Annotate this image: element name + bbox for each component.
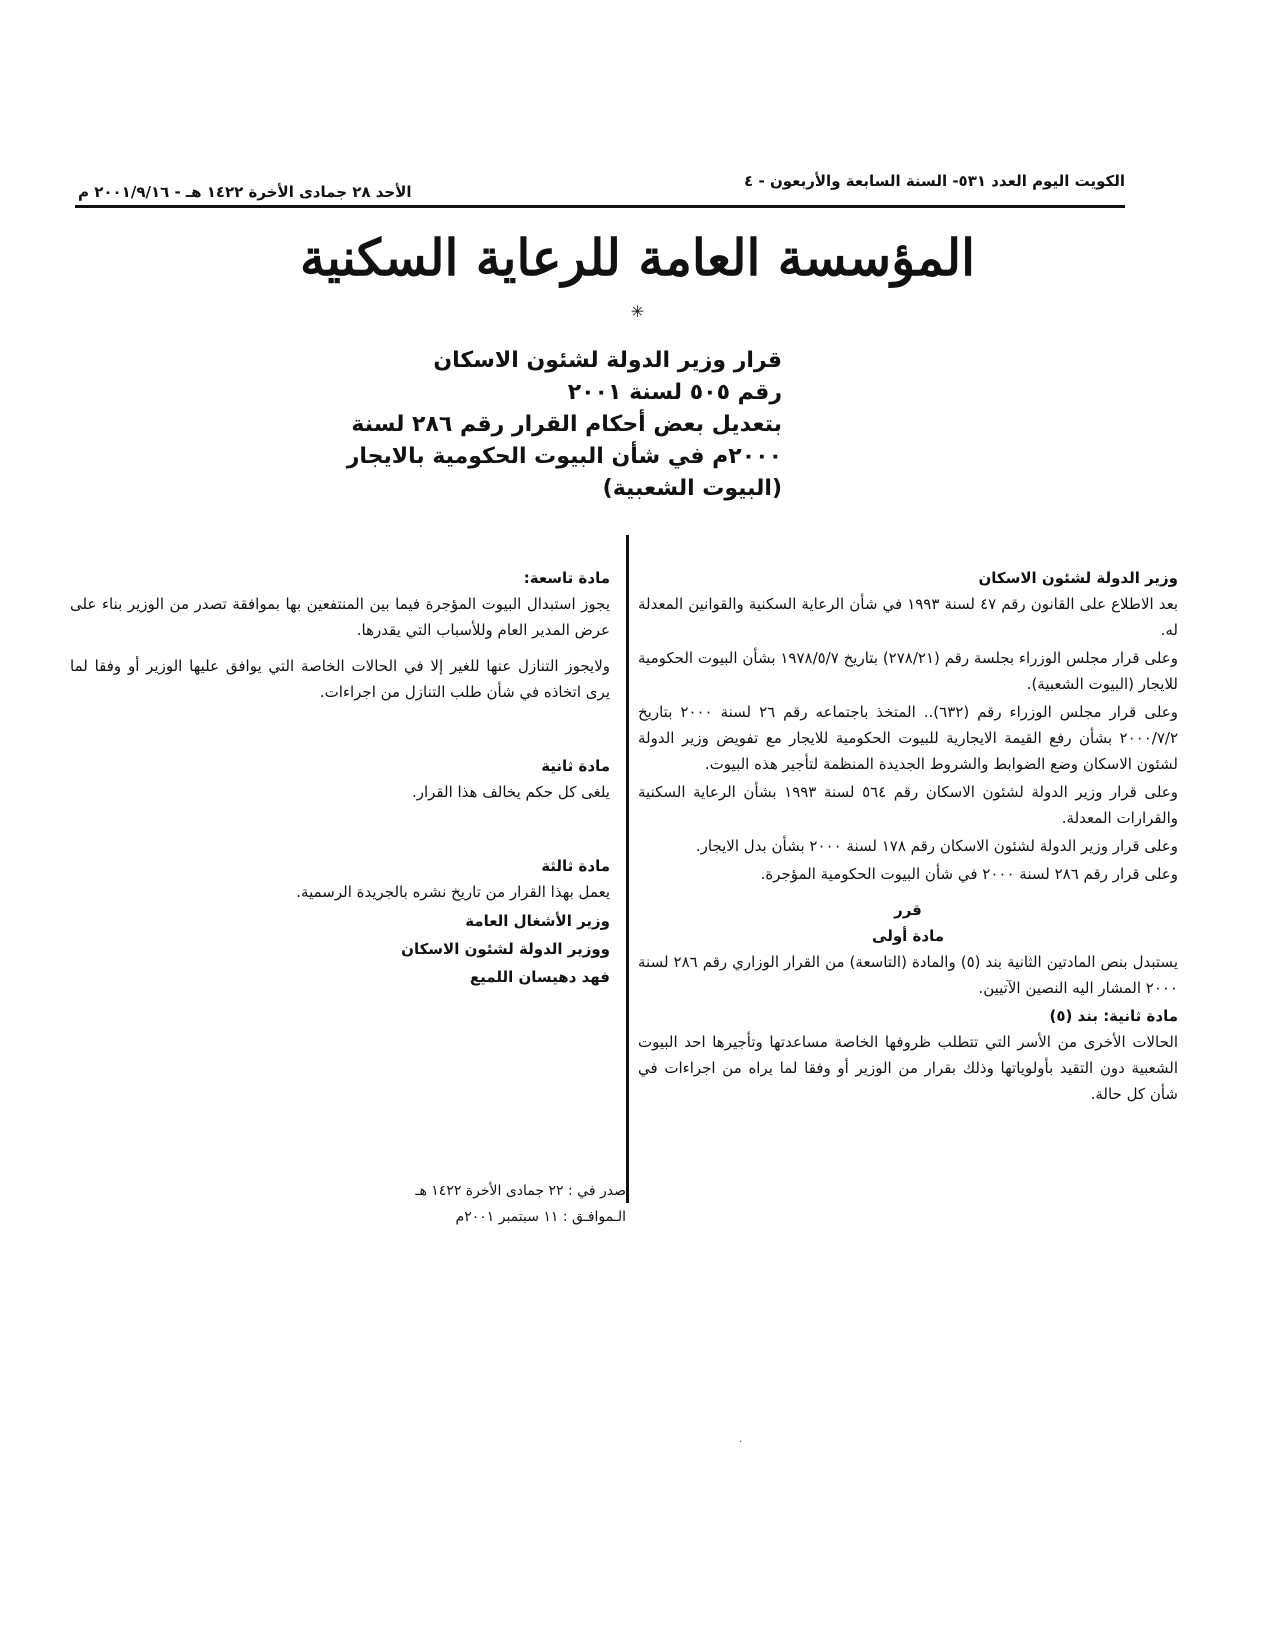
issue-date-hijri: صدر في : ٢٢ جمادى الأخرة ١٤٢٢ هـ [415, 1183, 626, 1199]
preamble-paragraph: وعلى قرار مجلس الوزراء رقم (٦٣٢).. المتخذ باجتماعه رقم ٢٦ لسنة ٢٠٠٠ بتاريخ ٢٠٠٠/٧/٢ بشأن رفع القيمة الايجارية للبيوت الحكومية للايجار مع تفويض وزير الدولة لشئون الاسكان وضع الضوابط والشروط الجديدة المنظمة لتأجير هذه البيوت. [638, 703, 1178, 773]
signatory-name: فهد دهيسان اللميع [469, 968, 610, 986]
article-two-item-text: الحالات الأخرى من الأسر التي تتطلب ظروفها الخاصة مساعدتها وتأجيرها احد البيوت الشعبية دون التقيد بأولوياتها وذلك بقرار من الوزير أو وفقا لما يراه من اجراءات في شأن كل حالة. [638, 1033, 1178, 1103]
preamble-paragraph: وعلى قرار رقم ٢٨٦ لسنة ٢٠٠٠ في شأن البيوت الحكومية المؤجرة. [760, 865, 1178, 883]
decree-title-line: بتعديل بعض أحكام القرار رقم ٢٨٦ لسنة [351, 412, 782, 437]
preamble-paragraph: وعلى قرار وزير الدولة لشئون الاسكان رقم ١٧٨ لسنة ٢٠٠٠ بشأن بدل الايجار. [695, 837, 1178, 855]
agency-title: المؤسسة العامة للرعاية السكنية [300, 228, 975, 287]
preamble-paragraph: وعلى قرار مجلس الوزراء بجلسة رقم (٢٧٨/٢١) بتاريخ ١٩٧٨/٥/٧ بشأن البيوت الحكومية للايجار (البيوت الشعبية). [638, 649, 1178, 693]
preamble-paragraph: وعلى قرار وزير الدولة لشئون الاسكان رقم ٥٦٤ لسنة ١٩٩٣ بشأن الرعاية السكنية والقرارات المعدلة. [638, 783, 1179, 827]
article-one-title: مادة أولى [872, 927, 944, 945]
article-third-text: يعمل بهذا القرار من تاريخ نشره بالجريدة الرسمية. [296, 883, 610, 901]
decree-title [346, 345, 782, 505]
article-third-title: مادة ثالثة [541, 857, 610, 875]
decided-heading: قرر [894, 901, 922, 919]
article-second-text: يلغى كل حكم يخالف هذا القرار. [411, 783, 610, 801]
article-one-text: يستبدل بنص المادتين الثانية بند (٥) والمادة (التاسعة) من القرار الوزاري رقم ٢٨٦ لسنة ٢٠٠٠ المشار اليه النصين الآتيين. [638, 953, 1178, 997]
margin-mark: ٠ [738, 1436, 744, 1447]
article-two-item-title: مادة ثانية: بند (٥) [1049, 1007, 1178, 1025]
gazette-issue-line: الكويت اليوم العدد ٥٣١- السنة السابعة والأربعون - ٤ [744, 172, 1125, 190]
issue-date-gregorian: الـموافـق : ١١ سبتمبر ٢٠٠١م [455, 1209, 626, 1225]
right-column [638, 565, 1178, 1109]
article-second-title: مادة ثانية [541, 757, 610, 775]
decree-title-line: ٢٠٠٠م في شأن البيوت الحكومية بالايجار [346, 444, 782, 469]
ornament-star-icon: ✳ [630, 302, 645, 321]
article-nine-paragraph: يجوز استبدال البيوت المؤجرة فيما بين المنتفعين بها بموافقة تصدر من الوزير بناء على عرض المدير العام وللأسباب التي يقدرها. [70, 595, 610, 639]
decree-title-line: (البيوت الشعبية) [602, 476, 782, 501]
issuer-heading: وزير الدولة لشئون الاسكان [978, 569, 1178, 587]
article-nine-paragraph: ولايجوز التنازل عنها للغير إلا في الحالات الخاصة التي يوافق عليها الوزير أو وفقا لما يرى اتخاذه في شأن طلب التنازل من اجراءات. [70, 657, 610, 701]
issue-date-block [330, 1178, 626, 1230]
gazette-date-line: الأحد ٢٨ جمادى الأخرة ١٤٢٢ هـ - ٢٠٠١/٩/١٦ م [78, 183, 412, 201]
column-divider [626, 535, 629, 1203]
header-rule [75, 205, 1125, 208]
preamble-paragraph: بعد الاطلاع على القانون رقم ٤٧ لسنة ١٩٩٣ في شأن الرعاية السكنية والقوانين المعدلة له. [638, 595, 1179, 639]
decree-title-line: رقم ٥٠٥ لسنة ٢٠٠١ [567, 380, 782, 405]
signatory-title: وزير الأشغال العامة [465, 912, 610, 930]
decree-title-line: قرار وزير الدولة لشئون الاسكان [433, 348, 782, 373]
article-nine-title: مادة تاسعة: [523, 569, 610, 587]
signatory-title: ووزير الدولة لشئون الاسكان [401, 940, 610, 958]
left-column [70, 565, 610, 991]
